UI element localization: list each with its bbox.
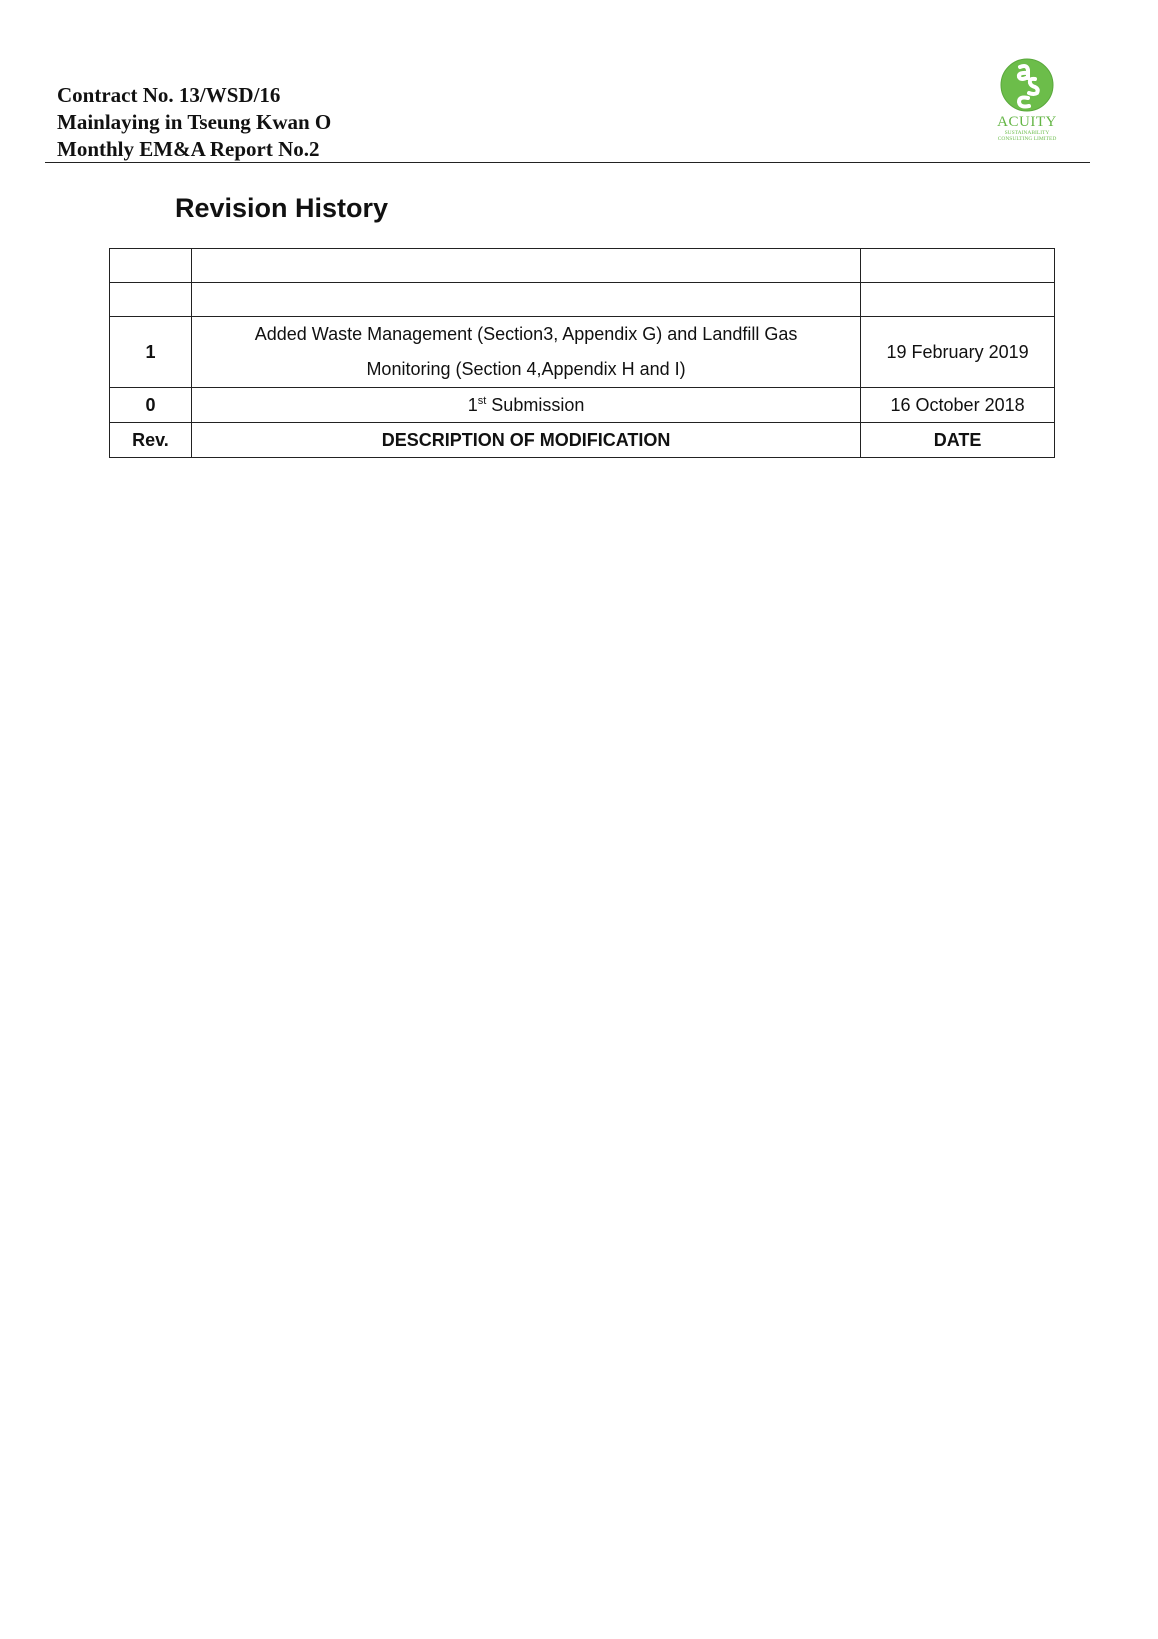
description-cell	[191, 317, 860, 388]
revision-history-table	[109, 248, 1055, 458]
logo-subtitle-line1: SUSTAINABILITY	[1004, 130, 1050, 136]
project-name: Mainlaying in Tseung Kwan O	[57, 110, 332, 134]
table-row	[110, 249, 1055, 283]
rev-column-header: Rev.	[110, 423, 192, 458]
date-cell	[861, 283, 1055, 317]
contract-number: Contract No. 13/WSD/16	[57, 83, 281, 107]
submission-text: Submission	[486, 394, 585, 415]
date-cell: 16 October 2018	[861, 388, 1055, 423]
rev-cell: 1	[110, 317, 192, 388]
acuity-logo	[986, 58, 1068, 148]
logo-wordmark: ACUITY	[997, 114, 1057, 130]
submission-number: 1	[467, 394, 478, 415]
ordinal-suffix: st	[477, 394, 487, 407]
description-cell	[191, 249, 860, 283]
date-column-header: DATE	[861, 423, 1055, 458]
table-row	[110, 283, 1055, 317]
acuity-logo-mark-icon	[986, 58, 1068, 116]
date-cell	[861, 249, 1055, 283]
description-line: Added Waste Management (Section3, Appendix G) and Landfill Gas	[254, 324, 798, 344]
page-title: Revision History	[175, 193, 389, 223]
rev-cell	[110, 249, 192, 283]
document-header	[57, 82, 331, 163]
rev-cell: 0	[110, 388, 192, 423]
logo-subtitle-line2: CONSULTING LIMITED	[997, 136, 1057, 142]
logo-subtitle	[986, 130, 1068, 142]
table-row	[110, 388, 1055, 423]
description-cell	[191, 283, 860, 317]
report-name: Monthly EM&A Report No.2	[57, 137, 320, 161]
description-line: Monitoring (Section 4,Appendix H and I)	[366, 359, 686, 379]
date-cell: 19 February 2019	[861, 317, 1055, 388]
table-row	[110, 317, 1055, 388]
description-cell	[191, 388, 860, 423]
header-divider	[45, 162, 1090, 163]
description-column-header: DESCRIPTION OF MODIFICATION	[191, 423, 860, 458]
rev-cell	[110, 283, 192, 317]
table-header-row	[110, 423, 1055, 458]
